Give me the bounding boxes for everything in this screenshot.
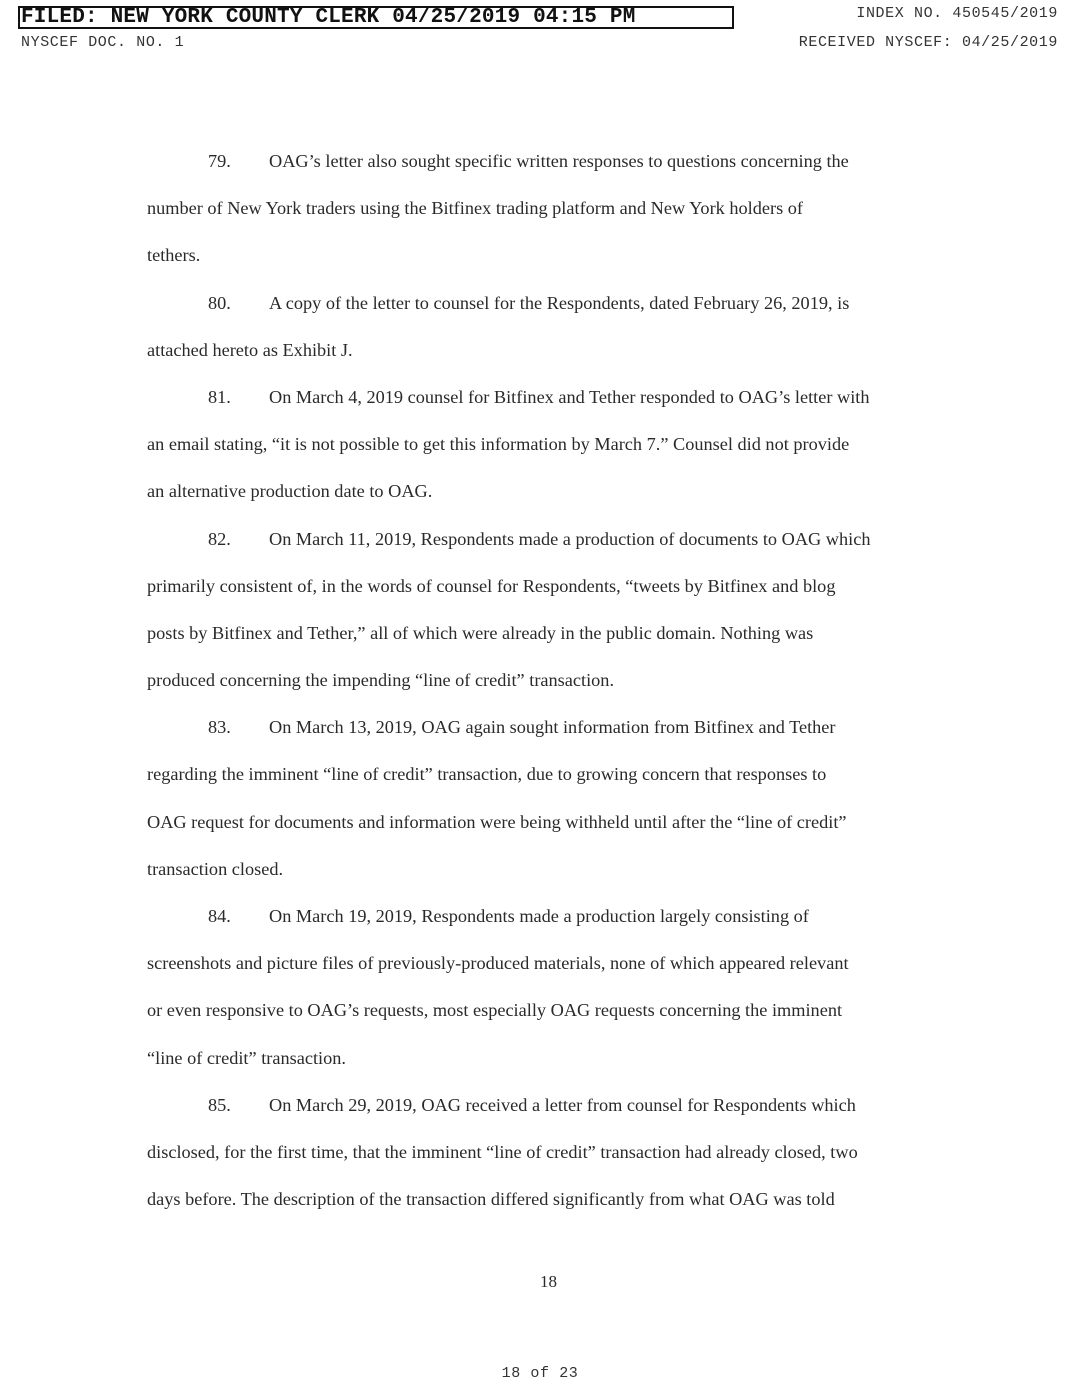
paragraph-number: 84.	[208, 906, 231, 926]
paragraph-number: 80.	[208, 292, 231, 313]
paragraph-text: primarily consistent of, in the words of counsel for Respondents, “tweets by Bitfinex and blog	[147, 575, 836, 596]
paragraph-line	[147, 193, 947, 240]
paragraph-number: 79.	[208, 151, 231, 171]
paragraph-text: days before. The description of the transaction differed significantly from what OAG was told	[147, 1189, 835, 1210]
paragraph-line	[147, 618, 947, 665]
index-number: INDEX NO. 450545/2019	[856, 5, 1058, 22]
received-date: RECEIVED NYSCEF: 04/25/2019	[798, 34, 1058, 51]
paragraph-text: On March 11, 2019, Respondents made a production of documents to OAG which	[269, 528, 871, 549]
paragraph-line	[147, 146, 947, 193]
paragraph	[147, 712, 947, 901]
paragraph-text: On March 4, 2019 counsel for Bitfinex and Tether responded to OAG’s letter with	[269, 386, 870, 407]
paragraph-line	[147, 854, 947, 901]
paragraph-text: On March 29, 2019, OAG received a letter from counsel for Respondents which	[269, 1094, 856, 1115]
paragraph-text: OAG’s letter also sought specific written responses to questions concerning the	[269, 151, 849, 171]
paragraph-text: or even responsive to OAG’s requests, most especially OAG requests concerning the imminent	[147, 1000, 843, 1021]
paragraph	[147, 901, 947, 1090]
paragraph-text: “line of credit” transaction.	[147, 1047, 346, 1068]
paragraph-line	[147, 240, 947, 287]
paragraph-number: 81.	[208, 386, 231, 407]
paragraph-line	[147, 335, 947, 382]
paragraph-line	[147, 995, 947, 1042]
paragraph-number: 82.	[208, 528, 231, 549]
paragraph-text: tethers.	[147, 245, 201, 266]
paragraph-text: disclosed, for the first time, that the imminent “line of credit” transaction had already closed, two	[147, 1141, 858, 1162]
paragraph-line	[147, 665, 947, 712]
filed-stamp: FILED: NEW YORK COUNTY CLERK 04/25/2019 04:15 PM	[18, 6, 734, 29]
paragraph	[147, 1090, 947, 1232]
paragraph-text: On March 19, 2019, Respondents made a production largely consisting of	[269, 906, 809, 926]
paragraph-text: produced concerning the impending “line of credit” transaction.	[147, 670, 615, 691]
paragraph-line	[147, 571, 947, 618]
paragraph-line	[147, 1137, 947, 1184]
paragraph-text: regarding the imminent “line of credit” transaction, due to growing concern that responses to	[147, 764, 827, 785]
document-body	[147, 146, 947, 1231]
paragraph-line	[147, 759, 947, 806]
paragraph-line	[147, 476, 947, 523]
paragraph-line	[147, 382, 947, 429]
paragraph-line	[147, 712, 947, 759]
paragraph-text: A copy of the letter to counsel for the Respondents, dated February 26, 2019, is	[269, 292, 850, 313]
page-footer: 18 of 23	[501, 1365, 579, 1382]
paragraph-line	[147, 429, 947, 476]
paragraph-text: OAG request for documents and information were being withheld until after the “line of credit”	[147, 811, 847, 832]
paragraph-line	[147, 807, 947, 854]
paragraph	[147, 382, 947, 524]
paragraph-line	[147, 288, 947, 335]
paragraph-number: 83.	[208, 717, 231, 738]
paragraph	[147, 146, 947, 288]
paragraph-line	[147, 1090, 947, 1137]
paragraph	[147, 524, 947, 713]
paragraph-text: On March 13, 2019, OAG again sought information from Bitfinex and Tether	[269, 717, 836, 738]
paragraph-number: 85.	[208, 1094, 231, 1115]
paragraph	[147, 288, 947, 382]
paragraph-text: an alternative production date to OAG.	[147, 481, 433, 502]
page-number: 18	[540, 1272, 557, 1291]
paragraph-line	[147, 901, 947, 948]
paragraph-line	[147, 948, 947, 995]
nyscef-doc-number: NYSCEF DOC. NO. 1	[21, 34, 185, 51]
paragraph-text: screenshots and picture files of previously-produced materials, none of which appeared relevant	[147, 953, 849, 974]
paragraph-text: transaction closed.	[147, 858, 284, 879]
paragraph-text: posts by Bitfinex and Tether,” all of which were already in the public domain. Nothing was	[147, 622, 814, 643]
paragraph-line	[147, 524, 947, 571]
paragraph-text: an email stating, “it is not possible to get this information by March 7.” Counsel did not provide	[147, 434, 850, 455]
paragraph-text: number of New York traders using the Bitfinex trading platform and New York holders of	[147, 198, 803, 219]
paragraph-text: attached hereto as Exhibit J.	[147, 339, 353, 360]
paragraph-line	[147, 1043, 947, 1090]
paragraph-line	[147, 1184, 947, 1231]
